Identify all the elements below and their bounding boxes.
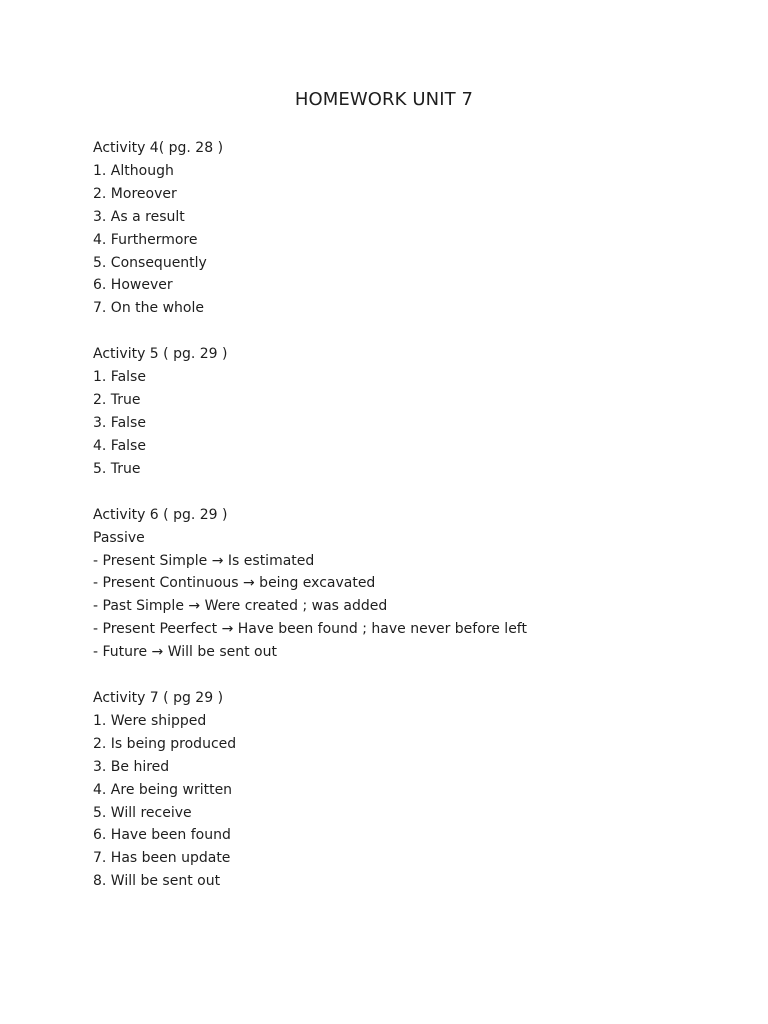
answer-line: 5. True: [93, 460, 141, 477]
answer-line: 6. However: [93, 277, 173, 294]
section-heading: Activity 4( pg. 28 ): [93, 140, 224, 156]
answer-line: 4. False: [93, 437, 146, 454]
answer-line: 4. Are being written: [93, 781, 233, 798]
document-title: HOMEWORK UNIT 7: [294, 89, 474, 110]
answer-line: 2. Moreover: [93, 185, 177, 202]
answer-line: 1. Although: [93, 162, 174, 179]
answer-line: 3. Be hired: [93, 758, 170, 775]
answer-line: - Present Simple → Is estimated: [93, 552, 315, 569]
document-body: [93, 137, 693, 916]
answer-line: - Present Continuous → being excavated: [93, 575, 376, 592]
answer-line: 5. Consequently: [93, 254, 207, 271]
answer-line: 2. True: [93, 392, 141, 409]
answer-line: 3. False: [93, 414, 146, 431]
answer-line: - Present Peerfect → Have been found ; have never before left: [93, 621, 527, 638]
answer-line: 7. On the whole: [93, 300, 204, 317]
answer-line: 1. Were shipped: [93, 712, 207, 729]
answer-line: 7. Has been update: [93, 850, 231, 867]
activity-7-section: [93, 687, 693, 893]
activity-6-section: [93, 504, 693, 664]
answer-line: 3. As a result: [93, 208, 185, 225]
answer-line: - Future → Will be sent out: [93, 644, 277, 661]
answer-line: 4. Furthermore: [93, 231, 198, 248]
section-heading: Activity 5 ( pg. 29 ): [93, 346, 228, 363]
answer-line: - Past Simple → Were created ; was added: [93, 598, 388, 615]
answer-line: 1. False: [93, 369, 146, 386]
answer-line: 6. Have been found: [93, 827, 231, 844]
answer-line: 5. Will receive: [93, 804, 192, 821]
answer-line: Passive: [93, 529, 145, 546]
section-heading: Activity 7 ( pg 29 ): [93, 690, 224, 707]
answer-line: 2. Is being produced: [93, 735, 237, 752]
activity-4-section: [93, 137, 693, 320]
answer-line: 8. Will be sent out: [93, 873, 221, 890]
activity-5-section: [93, 343, 693, 480]
section-heading: Activity 6 ( pg. 29 ): [93, 506, 228, 523]
